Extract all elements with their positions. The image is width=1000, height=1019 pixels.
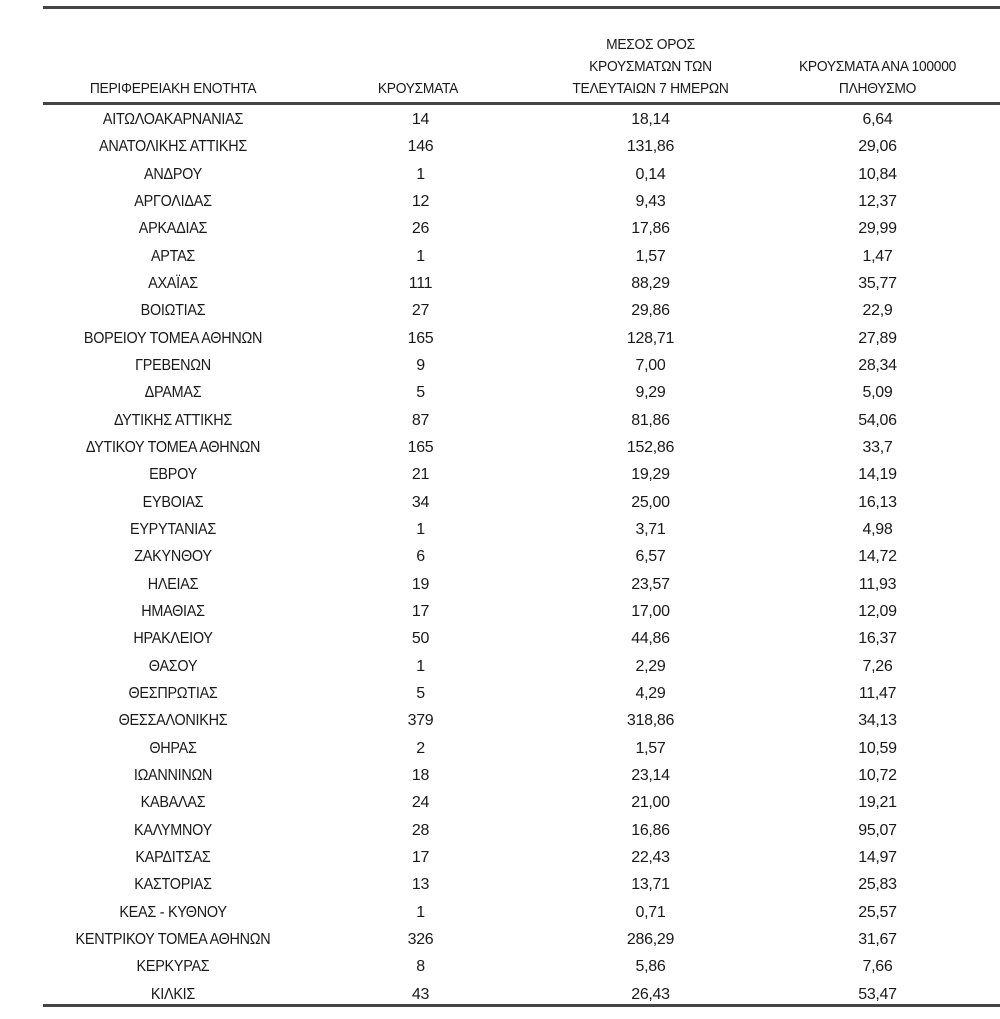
cell-cases: 1: [416, 903, 425, 921]
cell-region: ΘΕΣΣΑΛΟΝΙΚΗΣ: [118, 712, 228, 730]
cell-per100k: 22,9: [862, 302, 893, 320]
table-row: [43, 434, 1000, 461]
table-row: [43, 598, 1000, 625]
cell-cases: 19: [411, 575, 430, 593]
table-row: [43, 407, 1000, 434]
table-row: [43, 707, 1000, 734]
cell-avg7: 1,57: [635, 739, 666, 757]
cell-avg7: 0,71: [635, 903, 666, 921]
cell-region: ΔΥΤΙΚΗΣ ΑΤΤΙΚΗΣ: [113, 411, 233, 429]
header-rule: [43, 102, 1000, 105]
cell-cases: 28: [411, 821, 430, 839]
header-region: [53, 78, 292, 100]
cell-region: ΑΙΤΩΛΟΑΚΑΡΝΑΝΙΑΣ: [102, 111, 244, 128]
cell-cases: 21: [411, 466, 430, 484]
table-row: [43, 133, 1000, 160]
cell-cases: 2: [416, 739, 425, 757]
cell-region: ΘΕΣΠΡΩΤΙΑΣ: [128, 684, 218, 702]
table-row: [43, 789, 1000, 816]
cell-avg7: 0,14: [635, 165, 666, 183]
cell-cases: 12: [411, 192, 430, 210]
cell-avg7: 131,86: [626, 138, 675, 156]
cell-per100k: 95,07: [858, 821, 897, 839]
cell-region: ΚΑΡΔΙΤΣΑΣ: [135, 848, 211, 866]
cell-cases: 17: [411, 848, 430, 866]
header-per100k-line: ΚΡΟΥΣΜΑΤΑ ΑΝΑ 100000: [798, 58, 957, 75]
cell-cases: 5: [416, 684, 425, 702]
cell-cases: 5: [416, 384, 425, 402]
cell-region: ΑΧΑΪΑΣ: [148, 274, 198, 292]
cell-region: ΚΑΛΥΜΝΟΥ: [134, 821, 212, 839]
header-cases-line: ΚΡΟΥΣΜΑΤΑ: [377, 80, 459, 97]
cell-region: ΑΝΑΤΟΛΙΚΗΣ ΑΤΤΙΚΗΣ: [99, 138, 247, 156]
table-row: [43, 653, 1000, 680]
cell-region: ΚΕΡΚΥΡΑΣ: [136, 958, 210, 976]
cell-per100k: 7,66: [862, 958, 893, 976]
cell-avg7: 9,29: [635, 384, 666, 402]
cell-avg7: 26,43: [631, 985, 670, 1003]
cell-region: ΚΑΒΑΛΑΣ: [140, 794, 206, 812]
cell-per100k: 10,84: [858, 165, 897, 183]
table-row: [43, 735, 1000, 762]
cell-avg7: 17,00: [631, 602, 670, 620]
cell-avg7: 25,00: [631, 493, 670, 511]
table-row: [43, 543, 1000, 570]
table-row: [43, 325, 1000, 352]
cell-per100k: 12,09: [858, 602, 897, 620]
cell-cases: 18: [411, 766, 430, 784]
cell-avg7: 318,86: [626, 712, 675, 730]
cell-region: ΗΜΑΘΙΑΣ: [141, 602, 205, 620]
cell-per100k: 11,93: [858, 575, 897, 593]
cell-per100k: 12,37: [858, 192, 897, 210]
header-avg7: [552, 34, 750, 100]
cell-avg7: 23,57: [631, 575, 670, 593]
table-row: [43, 352, 1000, 379]
table-row: [43, 489, 1000, 516]
cell-cases: 34: [411, 493, 430, 511]
table-header: [43, 9, 1000, 102]
cell-per100k: 10,72: [858, 766, 897, 784]
header-per100k: [765, 56, 990, 100]
cell-avg7: 22,43: [631, 848, 670, 866]
cell-avg7: 3,71: [635, 520, 666, 538]
cell-avg7: 21,00: [631, 794, 670, 812]
cell-region: ΕΒΡΟΥ: [149, 466, 197, 484]
cell-avg7: 81,86: [631, 411, 670, 429]
cell-cases: 17: [411, 602, 430, 620]
cell-per100k: 28,34: [858, 356, 897, 374]
cell-cases: 379: [407, 712, 434, 730]
cell-cases: 6: [416, 548, 425, 566]
cell-region: ΚΙΛΚΙΣ: [150, 985, 196, 1003]
cell-region: ΚΑΣΤΟΡΙΑΣ: [134, 876, 212, 894]
header-per100k-line: ΠΛΗΘΥΣΜΟ: [838, 80, 917, 97]
cell-per100k: 1,47: [862, 247, 893, 265]
table-row: [43, 625, 1000, 652]
cell-per100k: 7,26: [862, 657, 893, 675]
cell-per100k: 14,97: [858, 848, 897, 866]
cell-cases: 111: [408, 274, 433, 292]
cell-avg7: 4,29: [635, 684, 666, 702]
cell-per100k: 34,13: [858, 712, 897, 730]
cell-per100k: 5,09: [862, 384, 893, 402]
cell-per100k: 16,13: [858, 493, 897, 511]
table-row: [43, 871, 1000, 898]
cell-per100k: 14,19: [858, 466, 897, 484]
cell-per100k: 35,77: [858, 274, 897, 292]
table-row: [43, 953, 1000, 980]
cell-avg7: 23,14: [631, 766, 670, 784]
bottom-rule: [43, 1004, 1000, 1007]
table-row: [43, 215, 1000, 242]
cell-avg7: 9,43: [635, 192, 666, 210]
cell-per100k: 29,06: [858, 138, 897, 156]
cell-cases: 1: [416, 165, 425, 183]
cell-cases: 326: [407, 930, 434, 948]
table-row: [43, 926, 1000, 953]
table-row: [43, 188, 1000, 215]
cell-region: ΑΡΚΑΔΙΑΣ: [138, 220, 208, 238]
cell-per100k: 31,67: [858, 930, 897, 948]
cell-avg7: 88,29: [631, 274, 670, 292]
cell-region: ΑΡΤΑΣ: [150, 247, 196, 265]
cell-cases: 26: [411, 220, 430, 238]
cell-avg7: 152,86: [626, 438, 675, 456]
cell-avg7: 286,29: [626, 930, 675, 948]
cell-per100k: 53,47: [858, 985, 897, 1003]
cell-cases: 8: [416, 958, 425, 976]
cell-per100k: 29,99: [858, 220, 897, 238]
cell-cases: 87: [411, 411, 430, 429]
cell-avg7: 2,29: [635, 657, 666, 675]
cell-per100k: 11,47: [858, 684, 897, 702]
cell-per100k: 54,06: [858, 411, 897, 429]
cell-per100k: 6,64: [862, 111, 893, 128]
cell-region: ΘΗΡΑΣ: [149, 739, 197, 757]
cell-region: ΔΡΑΜΑΣ: [144, 384, 202, 402]
cell-region: ΕΥΒΟΙΑΣ: [142, 493, 204, 511]
cell-avg7: 29,86: [631, 302, 670, 320]
cell-region: ΙΩΑΝΝΙΝΩΝ: [133, 766, 213, 784]
cell-cases: 165: [407, 329, 434, 347]
table-row: [43, 243, 1000, 270]
table-row: [43, 571, 1000, 598]
cell-per100k: 25,57: [858, 903, 897, 921]
table-row: [43, 297, 1000, 324]
cell-region: ΖΑΚΥΝΘΟΥ: [134, 548, 212, 566]
cell-region: ΚΕΝΤΡΙΚΟΥ ΤΟΜΕΑ ΑΘΗΝΩΝ: [75, 930, 271, 948]
cell-avg7: 19,29: [631, 466, 670, 484]
table-row: [43, 516, 1000, 543]
cell-cases: 1: [416, 247, 425, 265]
table-row: [43, 899, 1000, 926]
cell-avg7: 1,57: [635, 247, 666, 265]
cell-region: ΚΕΑΣ - ΚΥΘΝΟΥ: [119, 903, 227, 921]
cell-per100k: 33,7: [862, 438, 893, 456]
table-row: [43, 106, 1000, 133]
table-row: [43, 844, 1000, 871]
cell-per100k: 14,72: [858, 548, 897, 566]
cell-region: ΒΟΙΩΤΙΑΣ: [140, 302, 206, 320]
cell-avg7: 7,00: [635, 356, 666, 374]
cell-avg7: 44,86: [631, 630, 670, 648]
cell-per100k: 16,37: [858, 630, 897, 648]
cell-cases: 165: [407, 438, 434, 456]
cell-region: ΓΡΕΒΕΝΩΝ: [135, 356, 211, 374]
cell-avg7: 13,71: [631, 876, 670, 894]
cell-region: ΘΑΣΟΥ: [148, 657, 198, 675]
cell-per100k: 27,89: [858, 329, 897, 347]
cell-region: ΗΡΑΚΛΕΙΟΥ: [133, 630, 213, 648]
cell-per100k: 10,59: [858, 739, 897, 757]
cell-per100k: 19,21: [858, 794, 897, 812]
table-row: [43, 379, 1000, 406]
cell-avg7: 5,86: [635, 958, 666, 976]
cell-cases: 13: [411, 876, 430, 894]
cell-region: ΒΟΡΕΙΟΥ ΤΟΜΕΑ ΑΘΗΝΩΝ: [83, 329, 263, 347]
cell-cases: 9: [416, 356, 425, 374]
cell-region: ΔΥΤΙΚΟΥ ΤΟΜΕΑ ΑΘΗΝΩΝ: [85, 438, 261, 456]
cell-per100k: 4,98: [862, 520, 893, 538]
cell-cases: 50: [411, 630, 430, 648]
cell-region: ΗΛΕΙΑΣ: [147, 575, 199, 593]
cell-region: ΑΡΓΟΛΙΔΑΣ: [134, 192, 212, 210]
cell-cases: 1: [416, 520, 425, 538]
header-avg7-line: ΚΡΟΥΣΜΑΤΩΝ ΤΩΝ: [589, 58, 712, 75]
cell-cases: 146: [407, 138, 434, 156]
header-region-line: ΠΕΡΙΦΕΡΕΙΑΚΗ ΕΝΟΤΗΤΑ: [89, 80, 257, 97]
header-cases: [349, 78, 487, 100]
cell-avg7: 17,86: [631, 220, 670, 238]
table-row: [43, 762, 1000, 789]
cell-region: ΕΥΡΥΤΑΝΙΑΣ: [130, 520, 216, 538]
cell-per100k: 25,83: [858, 876, 897, 894]
table-row: [43, 161, 1000, 188]
table-row: [43, 270, 1000, 297]
table-row: [43, 461, 1000, 488]
cell-cases: 24: [411, 794, 430, 812]
cell-region: ΑΝΔΡΟΥ: [144, 165, 202, 183]
cell-cases: 1: [416, 657, 425, 675]
table-row: [43, 680, 1000, 707]
table-row: [43, 817, 1000, 844]
cell-avg7: 128,71: [626, 329, 675, 347]
cell-cases: 27: [411, 302, 430, 320]
cell-cases: 14: [411, 111, 430, 128]
table-body: [43, 106, 1000, 1008]
cell-avg7: 6,57: [635, 548, 666, 566]
header-avg7-line: ΤΕΛΕΥΤΑΙΩΝ 7 ΗΜΕΡΩΝ: [572, 80, 729, 97]
cell-cases: 43: [411, 985, 430, 1003]
cell-avg7: 16,86: [631, 821, 670, 839]
cell-avg7: 18,14: [631, 111, 670, 128]
header-avg7-line: ΜΕΣΟΣ ΟΡΟΣ: [606, 36, 695, 53]
